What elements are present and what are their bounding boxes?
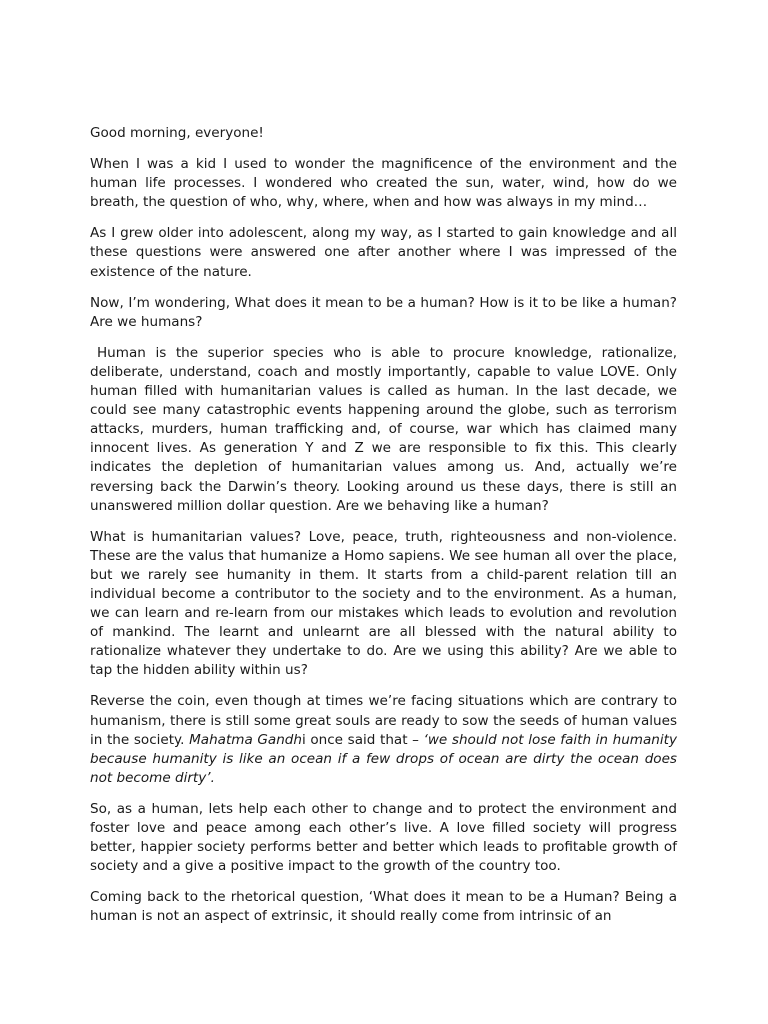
paragraph-humanitarian-values: What is humanitarian values? Love, peace, truth, righteousness and non-violence. These are the valus that humanize a Homo sapiens. We see human all over the place, but we rarely see humanity in them. It starts from a child-parent relation till an individual become a contributor to the society and to the environment. As a human, we can learn and re-learn from our mistakes which leads to evolution and revolution of mankind. The learnt and unlearnt are all blessed with the natural ability to rationalize whatever they undertake to do. Are we using this ability? Are we able to tap the hidden ability within us? [90,528,677,679]
paragraph-childhood: When I was a kid I used to wonder the magnificence of the environment and the human life processes. I wondered who created the sun, water, wind, how do we breath, the question of who, why, where, when and how was always in my mind… [90,156,677,211]
paragraph-rhetorical-question: Coming back to the rhetorical question, ‘What does it mean to be a Human? Being a human is not an aspect of extrinsic, it should really come from intrinsic of an [90,889,677,925]
paragraph-reverse-the-coin [90,692,677,787]
paragraph-reverse-text: Reverse the coin, even though at times we’re facing situations which are contrary to humanism, there is still some great souls are ready to sow the seeds of human values in the society. [90,693,677,748]
paragraph-question: Now, I’m wondering, What does it mean to be a human? How is it to be like a human? Are we humans? [90,294,677,330]
greeting: Good morning, everyone! [90,125,264,141]
document-page [90,124,677,938]
paragraph-help-each-other: So, as a human, lets help each other to change and to protect the environment and foster love and peace among each other’s live. A love filled society will progress better, happier society performs better and better which leads to profitable growth of society and a give a positive impact to the growth of the country too. [90,800,677,875]
gandhi-said-text: i once said that – [301,731,424,748]
paragraph-human-species: Human is the superior species who is able to procure knowledge, rationalize, deliberate, understand, coach and mostly importantly, capable to value LOVE. Only human filled with humanitarian values is called as human. In the last decade, we could see many catastrophic events happening around the globe, such as terrorism attacks, murders, human trafficking and, of course, war which has claimed many innocent lives. As generation Y and Z we are responsible to fix this. This clearly indicates the depletion of humanitarian values among us. And, actually we’re reversing back the Darwin’s theory. Looking around us these days, there is still an unanswered million dollar question. Are we behaving like a human? [90,344,677,514]
gandhi-name: Mahatma Gandh [189,731,302,748]
gandhi-quote: ‘we should not lose faith in humanity because humanity is like an ocean if a few drops of ocean are dirty the ocean does not become dirty’. [90,731,677,786]
paragraph-adolescence: As I grew older into adolescent, along my way, as I started to gain knowledge and all these questions were answered one after another where I was impressed of the existence of the nature. [90,225,677,280]
